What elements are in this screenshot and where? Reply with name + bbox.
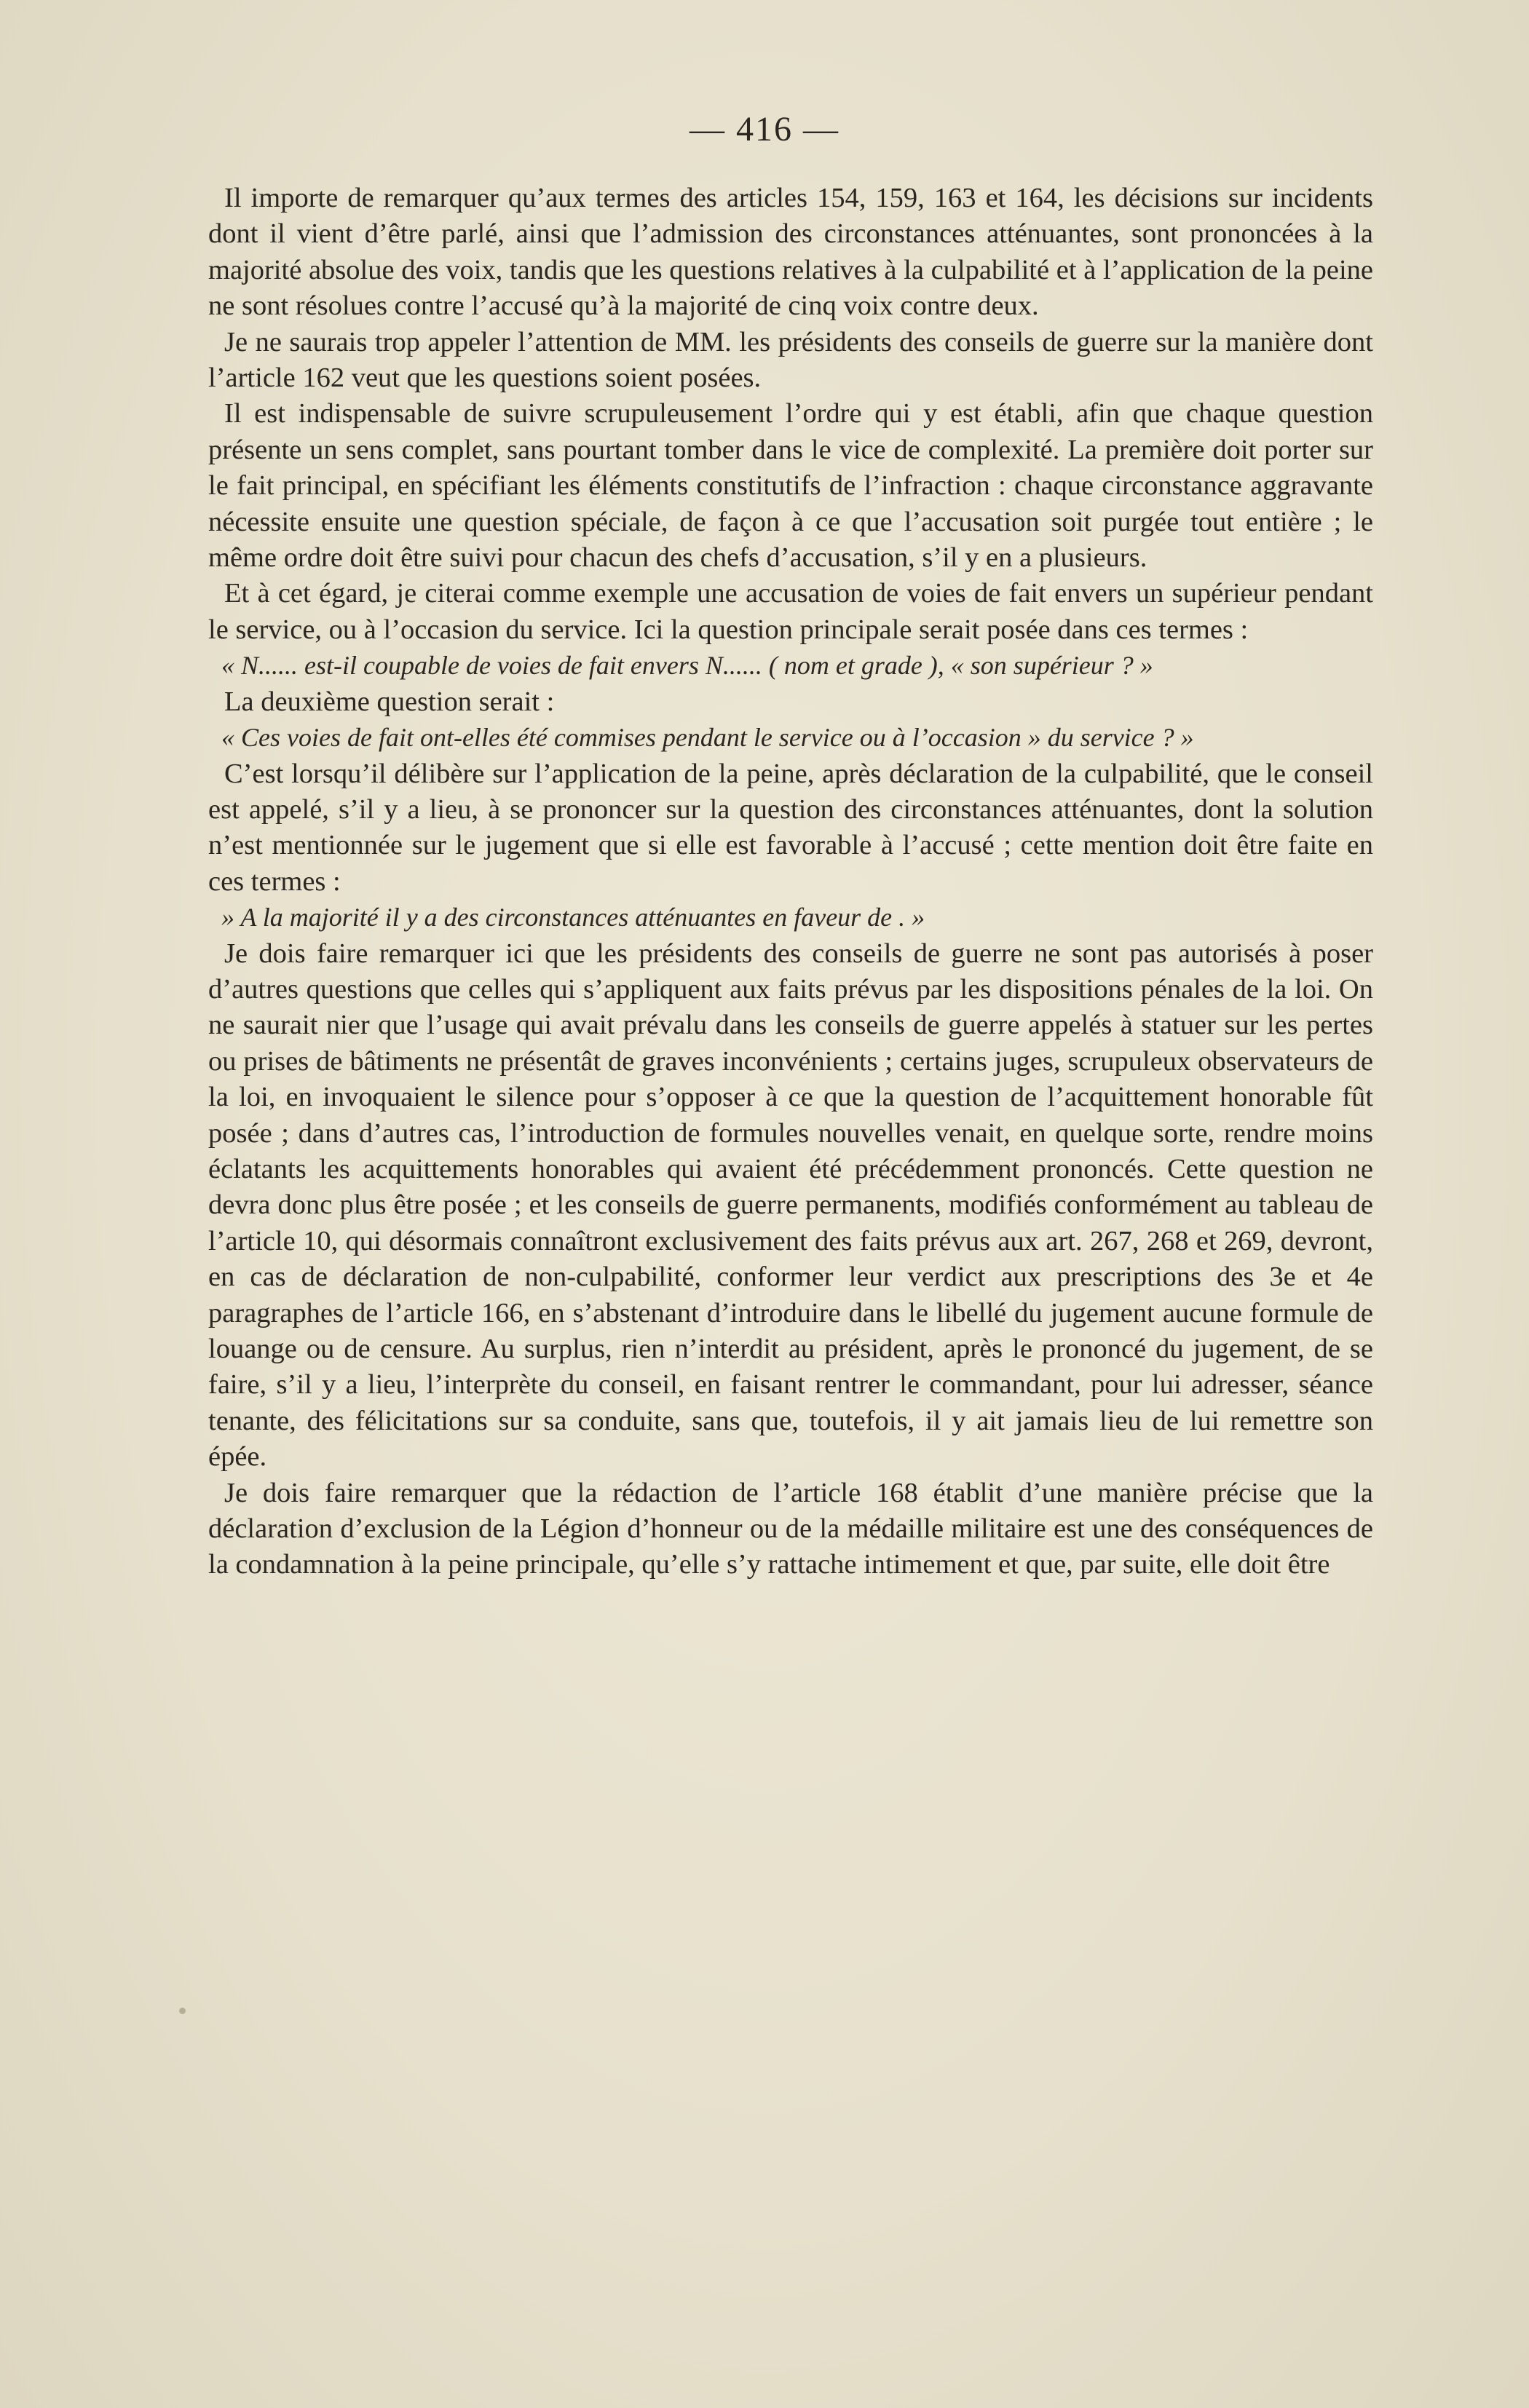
paragraph-question-order: Je ne saurais trop appeler l’attention de MM. les présidents des conseils de guerre sur la manière dont l’article 162 veut que les questions soient posées. [208,326,1373,394]
paragraph-honorable-acquittal: Je dois faire remarquer ici que les présidents des conseils de guerre ne sont pas autorisés à poser d’autres questions que celles qui s’appliquent aux faits prévus par les dispositions pénales de la loi. On ne saurait nier que l’usage qui avait prévalu dans les conseils de guerre appelés à statuer sur les pertes ou prises de bâtiments ne présentât de graves inconvénients ; certains juges, scrupuleux observateurs de la loi, en invoquaient le silence pour s’opposer à ce que la question de l’acquittement honorable fût posée ; dans d’autres cas, l’introduction de formules nouvelles venait, en quelque sorte, rendre moins éclatants les acquittements honorables qui avaient été précédemment prononcés. Cette question ne devra donc plus être posée ; et les conseils de guerre permanents, modifiés conformément au tableau de l’article 10, qui désormais connaîtront exclusivement des faits prévus aux art. 267, 268 et 269, devront, en cas de déclaration de non-culpabilité, conformer leur verdict aux prescriptions des 3e et 4e paragraphes de l’article 166, en s’abstenant d’introduire dans le libellé du jugement aucune formule de louange ou de censure. Au surplus, rien n’interdit au président, après le prononcé du jugement, de se faire, s’il y a lieu, l’interprète du conseil, en faisant rentrer le commandant, pour lui adresser, séance tenante, des félicitations sur sa conduite, sans que, toutefois, il y ait jamais lieu de lui remettre son épée. [208,938,1373,1473]
paragraph-attenuating-circumstances: C’est lorsqu’il délibère sur l’application de la peine, après déclaration de la culpabilité, que le conseil est appelé, s’il y a lieu, à se prononcer sur la question des circonstances atténuantes, dont la solution n’est mentionnée sur le jugement que si elle est favorable à l’accusé ; cette mention doit être faite en ces termes : [208,758,1373,897]
quote-attenuating-formula: » A la majorité il y a des circonstances atténuantes en faveur de . » [221,903,925,932]
paragraph-complexity: Il est indispensable de suivre scrupuleusement l’ordre qui y est établi, afin que chaque question présente un sens complet, sans pourtant tomber dans le vice de complexité. La première doit porter sur le fait principal, en spécifiant les éléments constitutifs de l’infraction : chaque circonstance aggravante nécessite ensuite une question spéciale, de façon à ce que l’accusation soit purgée tout entière ; le même ordre doit être suivi pour chacun des chefs d’accusation, s’il y en a plusieurs. [208,398,1373,574]
quote-second-question: « Ces voies de fait ont-elles été commises pendant le service ou à l’occasion » du service ? » [221,723,1194,753]
paragraph-majority-rules: Il importe de remarquer qu’aux termes des articles 154, 159, 163 et 164, les décisions sur incidents dont il vient d’être parlé, ainsi que l’admission des circonstances atténuantes, sont prononcées à la majorité absolue des voix, tandis que les questions relatives à la culpabilité et à l’application de la peine ne sont résolues contre l’accusé qu’à la majorité de cinq voix contre deux. [208,183,1373,322]
paragraph-example-intro: Et à cet égard, je citerai comme exemple une accusation de voies de fait envers un supérieur pendant le service, ou à l’occasion du service. Ici la question principale serait posée dans ces termes : [208,578,1373,645]
paper-speck [179,2008,186,2014]
page-number: — 416 — [690,110,839,148]
paragraph-second-question-intro: La deuxième question serait : [224,686,555,717]
body-text [208,181,1373,1583]
quote-first-question: « N...... est-il coupable de voies de fait envers N...... ( nom et grade ), « son supérieur ? » [221,651,1153,681]
paragraph-legion-honneur: Je dois faire remarquer que la rédaction de l’article 168 établit d’une manière précise que la déclaration d’exclusion de la Légion d’honneur ou de la médaille militaire est une des conséquences de la condamnation à la peine principale, qu’elle s’y rattache intimement et que, par suite, elle doit être [208,1477,1373,1580]
